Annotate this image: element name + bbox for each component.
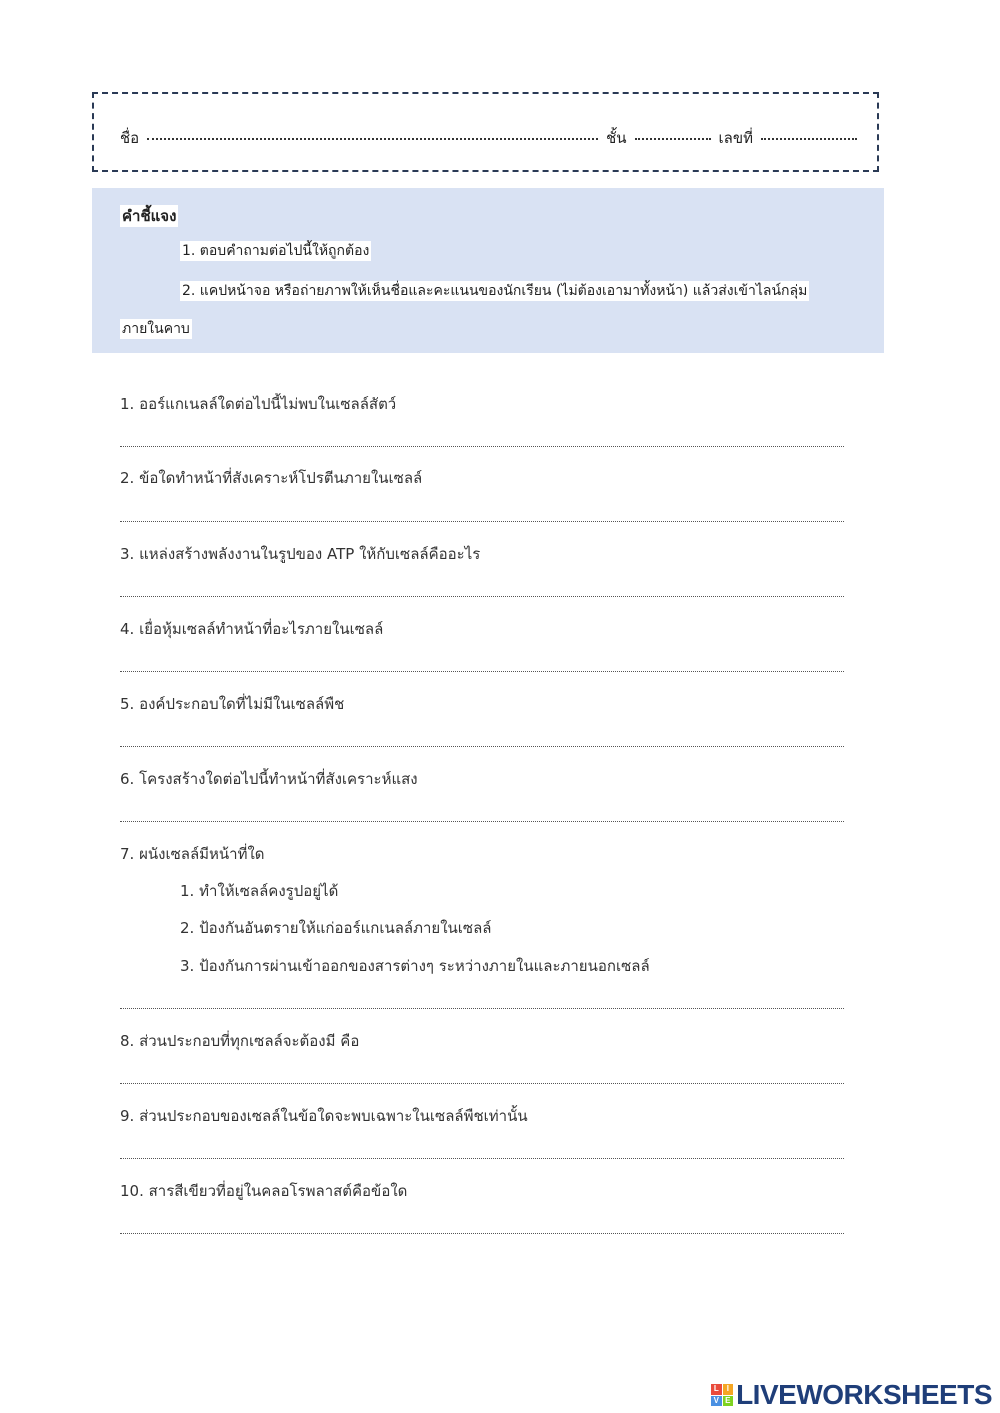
instruction-item: 1. ตอบคำถามต่อไปนี้ให้ถูกต้อง — [182, 243, 370, 259]
instruction-item-continued: ภายในคาบ — [122, 321, 190, 337]
question-10: 10. สารสีเขียวที่อยู่ในคลอโรพลาสต์คือข้อใด — [120, 1182, 408, 1200]
liveworksheets-logo-icon — [711, 1384, 733, 1406]
answer-line-7[interactable] — [120, 1008, 844, 1009]
liveworksheets-wordmark: LIVEWORKSHEETS — [736, 1379, 992, 1410]
student-info-row — [120, 126, 857, 150]
answer-line-1[interactable] — [120, 446, 844, 447]
logo-letter: E — [723, 1396, 734, 1407]
instructions-panel — [92, 188, 884, 353]
q7-option-3: 3. ป้องกันการผ่านเข้าออกของสารต่างๆ ระหว่างภายในและภายนอกเซลล์ — [180, 957, 650, 975]
number-label: เลขที่ — [718, 129, 753, 147]
logo-letter: V — [711, 1396, 722, 1407]
logo-letter: I — [723, 1384, 734, 1395]
question-3: 3. แหล่งสร้างพลังงานในรูปของ ATP ให้กับเซลล์คืออะไร — [120, 545, 481, 563]
instructions-title: คำชี้แจง — [122, 207, 177, 225]
instruction-item: 2. แคปหน้าจอ หรือถ่ายภาพให้เห็นชื่อและคะแนนของนักเรียน (ไม่ต้องเอามาทั้งหน้า) แล้วส่งเข้าไลน์กลุ่ม — [182, 283, 808, 299]
answer-line-10[interactable] — [120, 1233, 844, 1234]
class-field[interactable] — [635, 138, 711, 140]
number-field[interactable] — [761, 138, 857, 140]
student-info-box — [92, 92, 879, 172]
name-label: ชื่อ — [120, 129, 140, 147]
logo-letter: L — [711, 1384, 722, 1395]
question-5: 5. องค์ประกอบใดที่ไม่มีในเซลล์พืช — [120, 695, 345, 713]
liveworksheets-brand — [711, 1379, 992, 1411]
question-6: 6. โครงสร้างใดต่อไปนี้ทำหน้าที่สังเคราะห์แสง — [120, 770, 418, 788]
answer-line-3[interactable] — [120, 596, 844, 597]
class-label: ชั้น — [606, 129, 627, 147]
answer-line-6[interactable] — [120, 821, 844, 822]
question-2: 2. ข้อใดทำหน้าที่สังเคราะห์โปรตีนภายในเซลล์ — [120, 469, 423, 487]
q7-option-2: 2. ป้องกันอันตรายให้แก่ออร์แกเนลล์ภายในเซลล์ — [180, 919, 492, 937]
answer-line-8[interactable] — [120, 1083, 844, 1084]
name-field[interactable] — [147, 138, 598, 140]
answer-line-2[interactable] — [120, 521, 844, 522]
question-7: 7. ผนังเซลล์มีหน้าที่ใด — [120, 845, 265, 863]
question-1: 1. ออร์แกเนลล์ใดต่อไปนี้ไม่พบในเซลล์สัตว์ — [120, 395, 397, 413]
question-8: 8. ส่วนประกอบที่ทุกเซลล์จะต้องมี คือ — [120, 1032, 360, 1050]
answer-line-9[interactable] — [120, 1158, 844, 1159]
answer-line-4[interactable] — [120, 671, 844, 672]
question-4: 4. เยื่อหุ้มเซลล์ทำหน้าที่อะไรภายในเซลล์ — [120, 620, 384, 638]
q7-option-1: 1. ทำให้เซลล์คงรูปอยู่ได้ — [180, 882, 339, 900]
question-9: 9. ส่วนประกอบของเซลล์ในข้อใดจะพบเฉพาะในเซลล์พืชเท่านั้น — [120, 1107, 528, 1125]
answer-line-5[interactable] — [120, 746, 844, 747]
